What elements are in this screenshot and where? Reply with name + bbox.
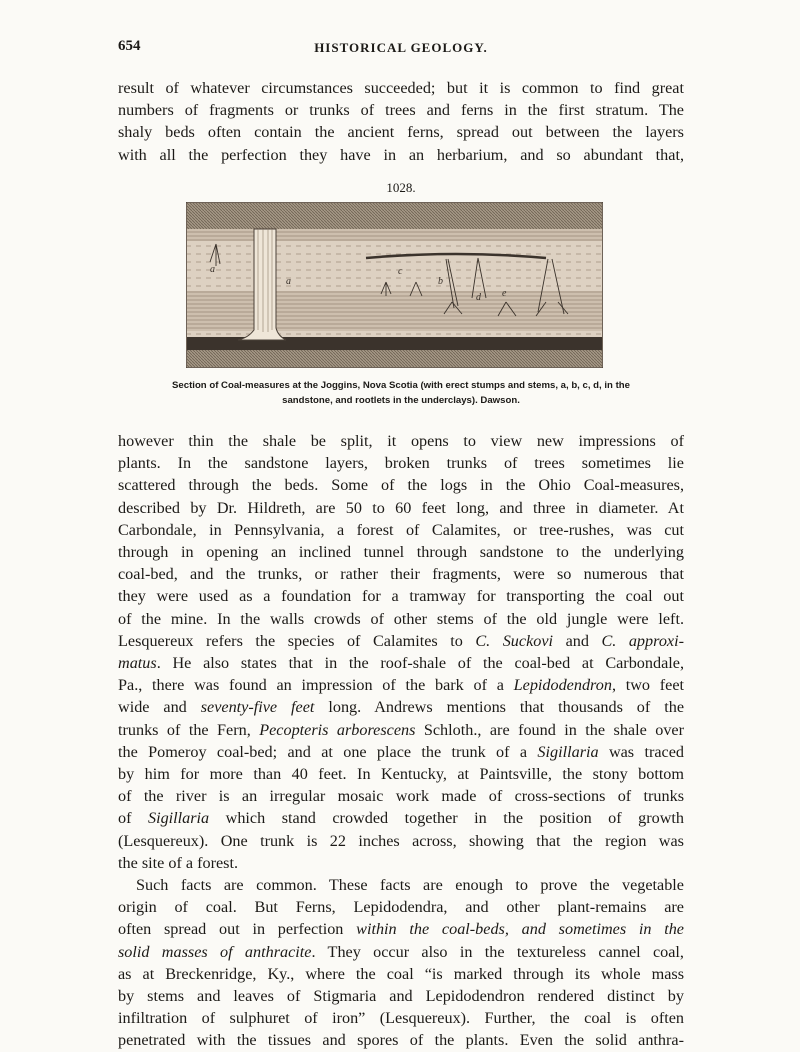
text-run: . He also states that in the roof-shale of the coal-bed at Carbondale,: [156, 654, 684, 673]
text-line: coal-bed, and the trunks, or rather their fragments, were so numerous that: [118, 565, 684, 584]
genus-name: Sigillaria: [147, 809, 210, 828]
text-line: [118, 674, 684, 696]
text-line: of the river is an irregular mosaic work made of cross-sections of trunks: [118, 787, 684, 806]
figure-label: a: [210, 264, 215, 275]
figure-number: 1028.: [386, 180, 416, 195]
text-line: [118, 719, 684, 741]
text-line: [118, 652, 684, 674]
figure-label: b: [438, 276, 443, 287]
text-run: , two feet: [611, 676, 684, 695]
emphasis: seventy-five feet: [200, 698, 315, 717]
text-run: Schloth., are found in the shale over: [415, 720, 684, 739]
text-line: [118, 630, 684, 652]
figure-caption: [128, 378, 674, 408]
text-line: [118, 696, 684, 718]
text-line: [118, 941, 684, 963]
text-line: plants. In the sandstone layers, broken trunks of trees sometimes lie: [118, 454, 684, 473]
text-run: was traced: [598, 742, 684, 761]
text-run: and: [553, 631, 602, 650]
caption-line: sandstone, and rootlets in the underclays). Dawson.: [282, 395, 520, 406]
text-line: by stems and leaves of Stigmaria and Lepidodendron rendered distinct by: [118, 987, 684, 1006]
text-line: (Lesquereux). One trunk is 22 inches across, showing that the region was: [118, 831, 684, 850]
emphasis: solid masses of anthracite: [118, 942, 312, 961]
caption-line: Section of Coal-measures at the Joggins, Nova Scotia (with erect stumps and stems, a, b, c, d, in the: [172, 380, 630, 391]
text-line: of the mine. In the walls crowds of other stems of the old jungle were left.: [118, 609, 684, 628]
text-line: with all the perfection they have in an herbarium, and so abundant that,: [118, 145, 684, 164]
text-run: Pa., there was found an impression of the bark of a: [118, 676, 514, 695]
text-line: Carbondale, in Pennsylvania, a forest of Calamites, or tree-rushes, was cut: [118, 520, 684, 539]
page-number: 654: [118, 38, 141, 54]
species-name: C. Suckovi: [475, 631, 554, 650]
running-title: HISTORICAL GEOLOGY.: [314, 40, 488, 55]
text-run: trunks of the Fern,: [118, 720, 260, 739]
species-name: Pecopteris arborescens: [259, 720, 416, 739]
text-line: numbers of fragments or trunks of trees and ferns in the first stratum. The: [118, 101, 684, 120]
text-line: described by Dr. Hildreth, are 50 to 60 feet long, and three in diameter. At: [118, 498, 684, 517]
page-header: [118, 38, 684, 58]
text-line: however thin the shale be split, it opens to view new impressions of: [118, 432, 684, 450]
text-line: [118, 918, 684, 940]
figure-label: e: [502, 288, 507, 299]
text-line: the site of a forest.: [118, 853, 239, 872]
text-line: Such facts are common. These facts are enough to prove the vegetable: [136, 876, 684, 895]
text-line: infiltration of sulphuret of iron” (Lesquereux). Further, the coal is often: [118, 1009, 684, 1028]
genus-name: Lepidodendron: [513, 676, 612, 695]
text-line: penetrated with the tissues and spores of the plants. Even the solid anthra-: [118, 1031, 684, 1050]
species-name: C. approxi-: [601, 631, 684, 650]
text-line: as at Breckenridge, Ky., where the coal “is marked through its whole mass: [118, 964, 684, 983]
main-text: [118, 430, 684, 1052]
text-line: shaly beds often contain the ancient ferns, spread out between the layers: [118, 123, 684, 142]
text-line: scattered through the beds. Some of the logs in the Ohio Coal-measures,: [118, 476, 684, 495]
text-line: [118, 807, 684, 829]
text-line: result of whatever circumstances succeeded; but it is common to find great: [118, 79, 684, 97]
text-run: the Pomeroy coal-bed; and at one place the trunk of a: [118, 742, 538, 761]
species-name: matus: [118, 654, 157, 673]
text-line: [118, 741, 684, 763]
figure-label: a: [286, 276, 291, 287]
text-run: often spread out in perfection: [118, 920, 357, 939]
text-line: through in opening an inclined tunnel through sandstone to the underlying: [118, 543, 684, 562]
text-run: which stand crowded together in the position of growth: [209, 809, 685, 828]
text-run: of: [118, 809, 148, 828]
text-run: long. Andrews mentions that thousands of the: [314, 698, 685, 717]
text-run: wide and: [118, 698, 201, 717]
text-line: origin of coal. But Ferns, Lepidodendra, and other plant-remains are: [118, 898, 684, 917]
figure-illustration: [186, 202, 603, 368]
paragraph-continued: [118, 77, 684, 166]
coal-measures-engraving: [186, 202, 603, 368]
emphasis: within the coal-beds, and sometimes in the: [356, 920, 684, 939]
text-run: Lesquereux refers the species of Calamites to: [118, 631, 476, 650]
text-line: they were used as a foundation for a tramway for transporting the coal out: [118, 587, 684, 606]
figure-label: c: [398, 266, 403, 277]
text-run: . They occur also in the textureless cannel coal,: [311, 942, 684, 961]
text-line: by him for more than 40 feet. In Kentucky, at Paintsville, the stony bottom: [118, 765, 684, 784]
genus-name: Sigillaria: [537, 742, 599, 761]
figure-label: d: [476, 292, 481, 303]
